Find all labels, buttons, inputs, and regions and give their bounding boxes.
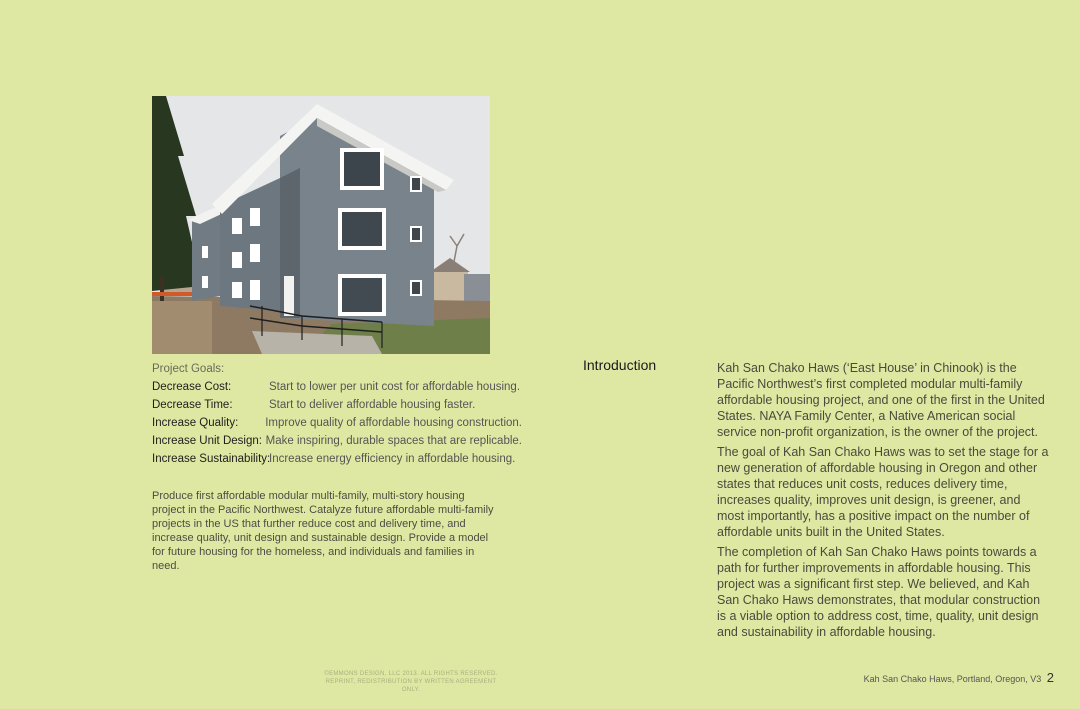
goal-row (152, 378, 522, 396)
building-photo (152, 96, 490, 354)
introduction-text (717, 360, 1049, 644)
goal-description: Increase energy efficiency in affordable housing. (269, 453, 516, 465)
goal-label: Decrease Time: (152, 399, 233, 411)
goal-description: Start to deliver affordable housing faster. (269, 399, 476, 411)
project-summary: Produce first affordable modular multi-family, multi-story housing project in the Pacific Northwest. Catalyze future affordable multi-family projects in the US that further reduce cost and delivery time, and increase quality, unit design and sustainable design. Provide a model for future housing for the homeless, and individuals and families in need. (152, 490, 494, 572)
section-title: Introduction (583, 357, 657, 373)
page-number: 2 (1046, 670, 1054, 685)
goal-label: Increase Unit Design: (152, 435, 262, 447)
goal-description: Start to lower per unit cost for affordable housing. (269, 381, 521, 393)
intro-paragraph: The goal of Kah San Chako Haws was to set the stage for a new generation of affordable housing in Oregon and other states that reduces unit costs, reduces delivery time, increases quality, improves unit design, is greener, and most importantly, has a positive impact on the number of affordable units built in the United States. (717, 445, 1049, 539)
goal-label: Increase Sustainability: (152, 453, 271, 465)
goal-label: Increase Quality: (152, 417, 239, 429)
copyright-notice (318, 670, 504, 694)
goal-label: Decrease Cost: (152, 381, 232, 393)
document-title: Kah San Chako Haws, Portland, Oregon, V3 (863, 674, 1042, 684)
goal-row (152, 432, 522, 450)
page-footer (864, 670, 1054, 685)
project-goals (152, 360, 522, 468)
goals-heading: Project Goals: (152, 363, 225, 375)
goal-description: Improve quality of affordable housing construction. (265, 417, 522, 429)
intro-paragraph: The completion of Kah San Chako Haws points towards a path for further improvements in affordable housing. This project was a significant first step. We believed, and Kah San Chako Haws demonstrates, that modular construction is a viable option to address cost, time, quality, unit design and sustainability in affordable housing. (717, 545, 1041, 639)
goal-row (152, 450, 522, 468)
copyright-line: REPRINT, REDISTRIBUTION BY WRITTEN AGREEMENT ONLY. (325, 679, 497, 693)
goal-description: Make inspiring, durable spaces that are replicable. (265, 435, 522, 447)
copyright-line: ©EMMONS DESIGN, LLC 2013. ALL RIGHTS RESERVED. (324, 671, 498, 677)
goal-row (152, 414, 522, 432)
goal-row (152, 396, 522, 414)
intro-paragraph: Kah San Chako Haws (‘East House’ in Chinook) is the Pacific Northwest’s first completed modular multi-family affordable housing project, and one of the first in the United States. NAYA Family Center, a Native American social service non-profit organization, is the owner of the project. (717, 361, 1045, 439)
